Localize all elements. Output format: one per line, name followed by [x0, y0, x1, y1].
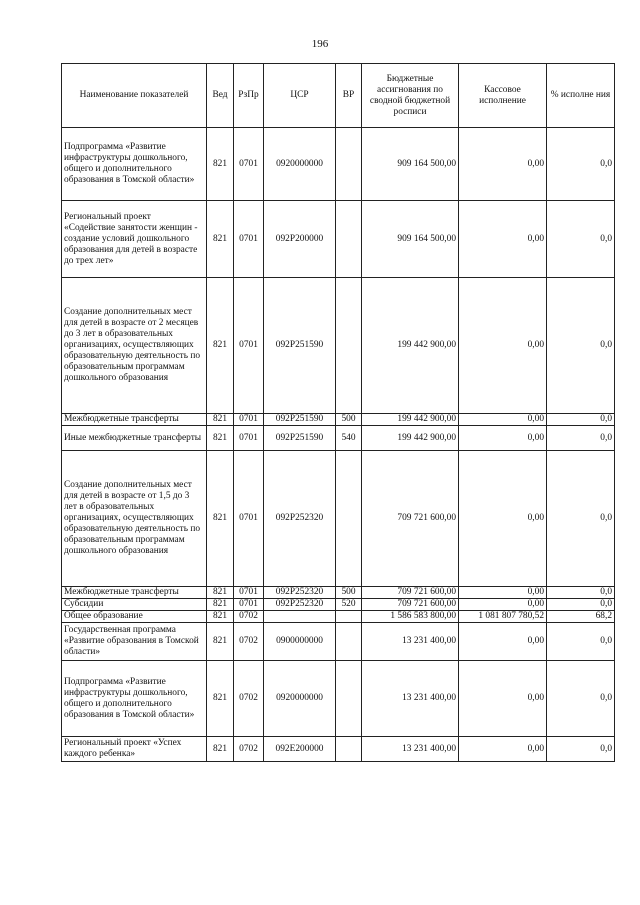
row-vr	[336, 661, 362, 737]
row-name: Подпрограмма «Развитие инфраструктуры дошкольного, общего и дополнительного образования в Томской области»	[62, 128, 207, 201]
row-name: Подпрограмма «Развитие инфраструктуры дошкольного, общего и дополнительного образования в Томской области»	[62, 661, 207, 737]
row-budget: 199 442 900,00	[362, 414, 459, 426]
row-ved: 821	[207, 587, 234, 599]
row-name: Создание дополнительных мест для детей в возрасте от 1,5 до 3 лет в образовательных организациях, осуществляющих образовательную деятельность по образовательным программам дошкольного образования	[62, 451, 207, 587]
row-name: Субсидии	[62, 599, 207, 611]
row-csr: 092P252320	[264, 587, 336, 599]
row-budget: 199 442 900,00	[362, 426, 459, 451]
row-cash: 0,00	[459, 128, 547, 201]
row-vr	[336, 128, 362, 201]
row-csr: 0920000000	[264, 128, 336, 201]
row-cash: 0,00	[459, 426, 547, 451]
table-row	[62, 611, 615, 623]
row-name: Общее образование	[62, 611, 207, 623]
row-cash: 0,00	[459, 737, 547, 762]
row-name: Межбюджетные трансферты	[62, 414, 207, 426]
row-name: Государственная программа «Развитие образования в Томской области»	[62, 623, 207, 661]
row-csr: 092P252320	[264, 451, 336, 587]
table-row	[62, 128, 615, 201]
row-csr	[264, 611, 336, 623]
row-budget: 909 164 500,00	[362, 128, 459, 201]
row-ved: 821	[207, 661, 234, 737]
row-vr	[336, 623, 362, 661]
row-percent: 0,0	[547, 451, 615, 587]
row-vr: 500	[336, 587, 362, 599]
row-rzpr: 0702	[234, 611, 264, 623]
row-csr: 092P252320	[264, 599, 336, 611]
row-vr: 520	[336, 599, 362, 611]
row-ved: 821	[207, 414, 234, 426]
row-percent: 0,0	[547, 599, 615, 611]
row-vr: 540	[336, 426, 362, 451]
row-percent: 0,0	[547, 414, 615, 426]
table-row	[62, 587, 615, 599]
row-name: Региональный проект «Успех каждого ребенка»	[62, 737, 207, 762]
row-csr: 092P251590	[264, 426, 336, 451]
row-rzpr: 0701	[234, 599, 264, 611]
header-vr: ВР	[336, 64, 362, 128]
row-budget: 13 231 400,00	[362, 623, 459, 661]
row-cash: 0,00	[459, 414, 547, 426]
budget-table	[61, 63, 615, 762]
row-cash: 0,00	[459, 451, 547, 587]
row-budget: 13 231 400,00	[362, 661, 459, 737]
row-budget: 199 442 900,00	[362, 278, 459, 414]
row-ved: 821	[207, 128, 234, 201]
row-csr: 092E200000	[264, 737, 336, 762]
row-vr	[336, 451, 362, 587]
table-row	[62, 201, 615, 278]
row-ved: 821	[207, 737, 234, 762]
row-percent: 0,0	[547, 278, 615, 414]
header-ved: Вед	[207, 64, 234, 128]
row-ved: 821	[207, 623, 234, 661]
row-rzpr: 0702	[234, 661, 264, 737]
row-name: Иные межбюджетные трансферты	[62, 426, 207, 451]
header-budget: Бюджетные ассигнования по сводной бюджетной росписи	[362, 64, 459, 128]
row-ved: 821	[207, 426, 234, 451]
row-rzpr: 0701	[234, 201, 264, 278]
row-rzpr: 0702	[234, 623, 264, 661]
row-rzpr: 0701	[234, 128, 264, 201]
row-cash: 0,00	[459, 623, 547, 661]
row-csr: 092P251590	[264, 414, 336, 426]
row-vr	[336, 737, 362, 762]
table-row	[62, 737, 615, 762]
row-cash: 0,00	[459, 661, 547, 737]
row-csr: 0900000000	[264, 623, 336, 661]
row-vr	[336, 201, 362, 278]
row-percent: 68,2	[547, 611, 615, 623]
row-name: Создание дополнительных мест для детей в возрасте от 2 месяцев до 3 лет в образовательных организациях, осуществляющих образовательную деятельность по образовательным программам дошкольного образования	[62, 278, 207, 414]
row-cash: 0,00	[459, 201, 547, 278]
row-percent: 0,0	[547, 661, 615, 737]
row-vr	[336, 611, 362, 623]
row-percent: 0,0	[547, 426, 615, 451]
row-csr: 092P200000	[264, 201, 336, 278]
table-row	[62, 623, 615, 661]
row-ved: 821	[207, 201, 234, 278]
header-percent: % исполне ния	[547, 64, 615, 128]
table-row	[62, 599, 615, 611]
row-rzpr: 0701	[234, 278, 264, 414]
header-csr: ЦСР	[264, 64, 336, 128]
row-cash: 0,00	[459, 599, 547, 611]
row-budget: 709 721 600,00	[362, 451, 459, 587]
row-rzpr: 0701	[234, 451, 264, 587]
row-percent: 0,0	[547, 201, 615, 278]
row-budget: 709 721 600,00	[362, 599, 459, 611]
row-csr: 0920000000	[264, 661, 336, 737]
row-budget: 1 586 583 800,00	[362, 611, 459, 623]
row-name: Межбюджетные трансферты	[62, 587, 207, 599]
table-row	[62, 661, 615, 737]
row-rzpr: 0701	[234, 587, 264, 599]
header-rzpr: РзПр	[234, 64, 264, 128]
row-percent: 0,0	[547, 128, 615, 201]
table-row	[62, 426, 615, 451]
row-cash: 0,00	[459, 278, 547, 414]
row-ved: 821	[207, 599, 234, 611]
row-name: Региональный проект «Содействие занятости женщин - создание условий дошкольного образования для детей в возрасте до трех лет»	[62, 201, 207, 278]
row-rzpr: 0701	[234, 414, 264, 426]
row-rzpr: 0702	[234, 737, 264, 762]
row-budget: 909 164 500,00	[362, 201, 459, 278]
row-ved: 821	[207, 278, 234, 414]
table-row	[62, 278, 615, 414]
row-vr: 500	[336, 414, 362, 426]
row-ved: 821	[207, 451, 234, 587]
table-row	[62, 414, 615, 426]
row-cash: 1 081 807 780,52	[459, 611, 547, 623]
row-percent: 0,0	[547, 737, 615, 762]
row-budget: 709 721 600,00	[362, 587, 459, 599]
row-ved: 821	[207, 611, 234, 623]
header-name: Наименование показателей	[62, 64, 207, 128]
row-percent: 0,0	[547, 587, 615, 599]
header-cash: Кассовое исполнение	[459, 64, 547, 128]
row-rzpr: 0701	[234, 426, 264, 451]
row-percent: 0,0	[547, 623, 615, 661]
row-budget: 13 231 400,00	[362, 737, 459, 762]
table-row	[62, 451, 615, 587]
row-csr: 092P251590	[264, 278, 336, 414]
table-header-row	[62, 64, 615, 128]
page-number: 196	[311, 38, 329, 50]
row-vr	[336, 278, 362, 414]
row-cash: 0,00	[459, 587, 547, 599]
